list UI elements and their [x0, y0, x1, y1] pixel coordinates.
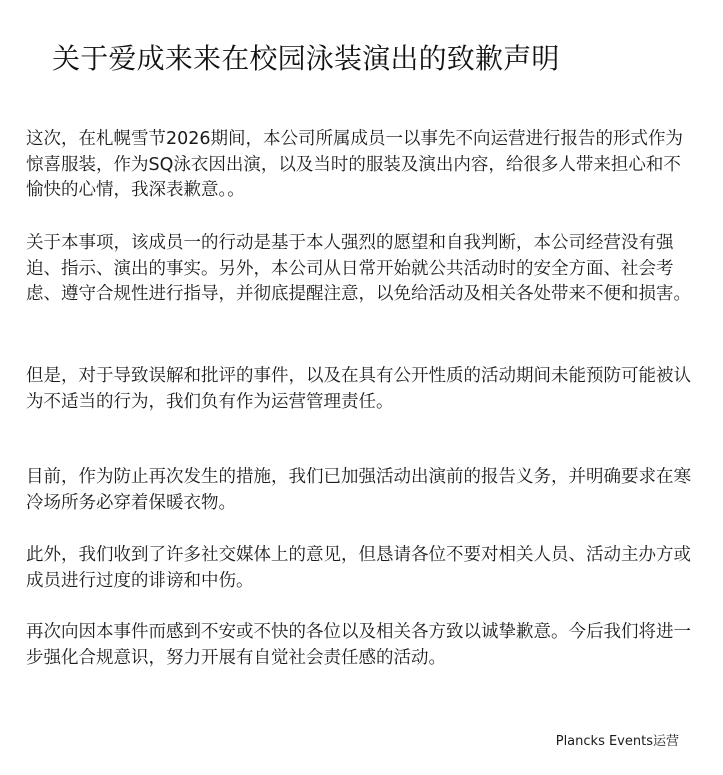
statement-paragraph-4: 目前，作为防止再次发生的措施，我们已加强活动出演前的报告义务，并明确要求在寒冷场所务必穿着保暖衣物。: [26, 467, 691, 513]
statement-paragraph-6: 再次向因本事件而感到不安或不快的各位以及相关各方致以诚挚歉意。今后我们将进一步强化合规意识，努力开展有自觉社会责任感的活动。: [26, 622, 691, 668]
statement-paragraph-5: 此外，我们收到了许多社交媒体上的意见，但恳请各位不要对相关人员、活动主办方或成员进行过度的诽谤和中伤。: [26, 545, 691, 591]
statement-paragraph-1: 这次，在札幌雪节2026期间，本公司所属成员一以事先不向运营进行报告的形式作为惊喜服装，作为SQ泳衣因出演，以及当时的服装及演出内容，给很多人带来担心和不愉快的心情，我深表歉意。。: [26, 129, 684, 200]
statement-title: 关于爱成来来在校园泳装演出的致歉声明: [52, 42, 560, 75]
statement-paragraph-2: 关于本事项，该成员一的行动是基于本人强烈的愿望和自我判断，本公司经营没有强迫、指示、演出的事实。另外，本公司从日常开始就公共活动时的安全方面、社会考虑、遵守合规性进行指导，并彻底提醒注意，以免给活动及相关各处带来不便和损害。: [26, 233, 691, 304]
statement-signature: Plancks Events运营: [555, 734, 679, 749]
statement-paragraph-3: 但是，对于导致误解和批评的事件，以及在具有公开性质的活动期间未能预防可能被认为不适当的行为，我们负有作为运营管理责任。: [26, 366, 691, 412]
